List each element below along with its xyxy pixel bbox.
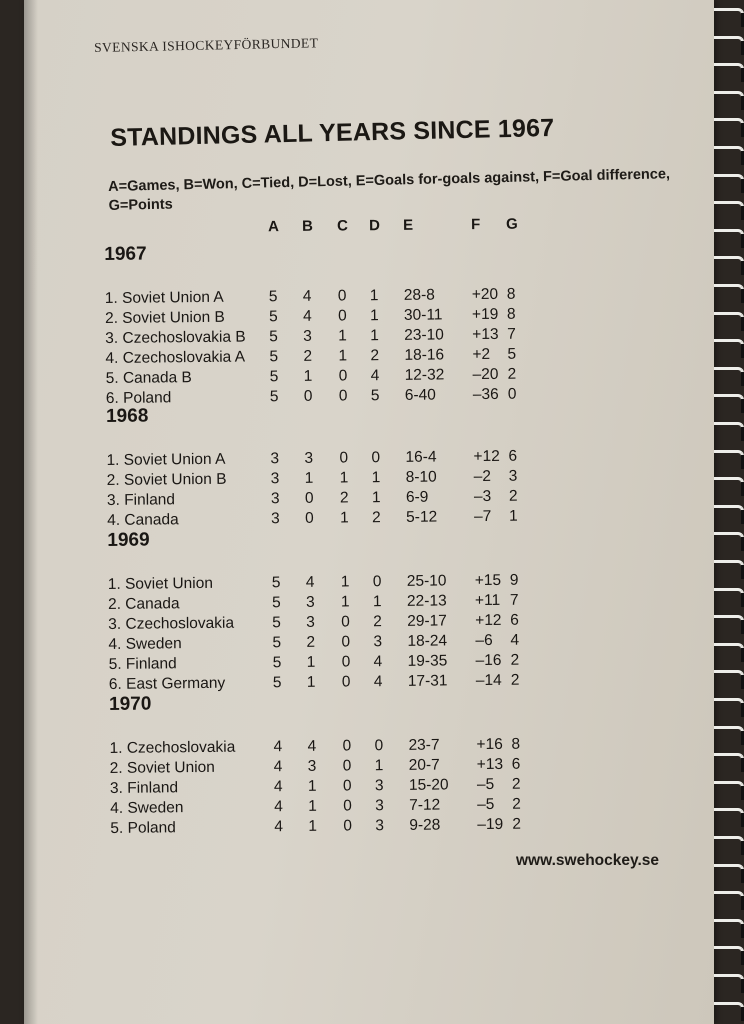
stat-cell-g: 3: [508, 467, 518, 485]
stat-cell-a: 5: [269, 328, 278, 346]
stat-cell-d: 1: [372, 593, 382, 611]
stat-cell-f: +12: [473, 447, 500, 466]
team-cell: 2. Soviet Union: [109, 758, 215, 777]
stat-cell-f: –7: [474, 507, 492, 526]
stat-cell-f: +11: [474, 591, 501, 610]
spiral-binding: [710, 0, 744, 1024]
stat-cell-d: 1: [371, 489, 381, 507]
stat-cell-g: 6: [510, 611, 519, 629]
stat-cell-g: 2: [508, 487, 518, 505]
stat-cell-e: 16-4: [405, 448, 437, 466]
stat-cell-d: 0: [371, 449, 381, 467]
team-cell: 1. Soviet Union A: [106, 450, 226, 469]
stat-cell-d: 0: [372, 573, 382, 591]
stat-cell-b: 0: [305, 509, 314, 527]
stat-cell-e: 23-7: [408, 736, 440, 754]
stat-cell-c: 0: [341, 633, 351, 651]
column-legend: A=Games, B=Won, C=Tied, D=Lost, E=Goals for-goals against, F=Goal difference, G=Points: [108, 166, 671, 214]
stat-cell-e: 18-24: [407, 632, 448, 650]
stat-cell-b: 4: [302, 287, 312, 305]
stat-cell-g: 7: [509, 591, 519, 609]
year-heading: 1970: [108, 693, 152, 715]
spiral-coil: [714, 36, 744, 45]
stat-cell-e: 25-10: [406, 572, 447, 590]
stat-cell-c: 0: [337, 307, 347, 325]
spiral-coil: [714, 891, 744, 900]
stat-cell-c: 0: [342, 757, 352, 775]
team-cell: 1. Soviet Union A: [104, 288, 224, 307]
stat-cell-e: 6-9: [405, 488, 429, 506]
stat-cell-c: 1: [340, 593, 350, 611]
stat-cell-g: 6: [508, 447, 518, 465]
stat-cell-d: 3: [373, 633, 383, 651]
stat-cell-b: 1: [306, 653, 316, 671]
stat-cell-d: 3: [375, 797, 384, 815]
stat-cell-b: 3: [304, 449, 314, 467]
spiral-coil: [714, 394, 744, 403]
stat-cell-a: 5: [272, 654, 282, 672]
stat-cell-b: 3: [303, 327, 312, 345]
stat-cell-f: +19: [471, 305, 499, 324]
stat-cell-d: 1: [369, 307, 379, 325]
stat-cell-a: 5: [268, 308, 278, 326]
stat-cell-g: 2: [510, 651, 520, 669]
stat-cell-g: 8: [506, 305, 516, 323]
spiral-coil: [714, 946, 744, 955]
stat-cell-e: 22-13: [406, 592, 447, 610]
team-cell: 2. Canada: [107, 595, 180, 613]
stat-cell-d: 2: [373, 613, 382, 631]
spiral-coil: [714, 670, 744, 679]
stat-cell-f: –16: [475, 651, 502, 670]
stat-cell-d: 3: [375, 817, 385, 835]
spiral-coil: [714, 63, 744, 72]
stat-cell-f: +16: [476, 735, 503, 754]
year-heading: 1967: [104, 243, 147, 265]
page-edge-shadow: [24, 0, 38, 1024]
stat-cell-e: 19-35: [407, 652, 448, 670]
stat-cell-g: 1: [509, 507, 518, 525]
stat-cell-b: 4: [302, 307, 312, 325]
stat-cell-g: 4: [510, 631, 520, 649]
spiral-coil: [714, 8, 744, 17]
stat-cell-a: 4: [273, 778, 283, 796]
stat-cell-e: 9-28: [409, 816, 441, 834]
stat-cell-b: 1: [308, 797, 317, 815]
stat-cell-d: 1: [370, 327, 379, 345]
team-cell: 2. Soviet Union B: [106, 470, 227, 489]
stat-cell-a: 5: [272, 674, 282, 692]
stat-cell-b: 1: [304, 469, 314, 487]
stat-cell-g: 2: [507, 365, 517, 383]
stat-cell-f: +13: [476, 755, 504, 774]
spiral-coil: [714, 477, 744, 486]
column-header-e: E: [402, 216, 414, 234]
stat-cell-e: 29-17: [407, 612, 447, 630]
team-cell: 3. Finland: [106, 491, 176, 509]
spiral-coil: [714, 256, 744, 265]
stat-cell-a: 3: [270, 490, 280, 508]
team-cell: 4. Sweden: [108, 635, 182, 653]
stat-cell-f: –2: [473, 467, 492, 486]
stat-cell-a: 5: [271, 574, 281, 592]
team-cell: 4. Canada: [107, 511, 179, 529]
spiral-coil: [714, 726, 744, 735]
stat-cell-a: 5: [272, 634, 282, 652]
stat-cell-b: 1: [308, 817, 318, 835]
team-cell: 3. Czechoslovakia B: [105, 328, 246, 347]
stat-cell-e: 18-16: [404, 346, 445, 364]
stat-cell-e: 17-31: [407, 672, 448, 690]
stat-cell-d: 4: [373, 673, 383, 691]
team-cell: 5. Finland: [108, 655, 177, 673]
spiral-coil: [714, 422, 744, 431]
team-cell: 3. Czechoslovakia: [108, 614, 235, 633]
stat-cell-f: –20: [472, 365, 499, 384]
stat-cell-b: 1: [306, 673, 316, 691]
stat-cell-d: 5: [370, 387, 380, 405]
stat-cell-a: 3: [271, 510, 280, 528]
stat-cell-b: 2: [306, 633, 316, 651]
stat-cell-a: 4: [274, 818, 284, 836]
stat-cell-f: +13: [472, 325, 499, 344]
stat-cell-f: +15: [474, 571, 502, 590]
stat-cell-c: 2: [339, 489, 349, 507]
spiral-coil: [714, 974, 744, 983]
column-header-d: D: [368, 217, 381, 235]
spiral-coil: [714, 229, 744, 238]
stat-cell-e: 5-12: [406, 508, 438, 526]
year-heading: 1969: [107, 529, 150, 551]
column-header-c: C: [336, 217, 349, 235]
stat-cell-f: –36: [472, 385, 499, 404]
stat-cell-b: 3: [305, 593, 315, 611]
stat-cell-c: 1: [340, 509, 349, 527]
stat-cell-g: 2: [510, 671, 520, 689]
stat-cell-g: 6: [511, 755, 521, 773]
stat-cell-a: 3: [270, 470, 280, 488]
page-title: STANDINGS ALL YEARS SINCE 1967: [110, 113, 555, 152]
stat-cell-g: 9: [509, 571, 519, 589]
stat-cell-f: –6: [475, 631, 493, 650]
stat-cell-d: 1: [369, 287, 379, 305]
stat-cell-c: 0: [343, 797, 352, 815]
spiral-coil: [714, 615, 744, 624]
stat-cell-c: 0: [339, 449, 349, 467]
stat-cell-c: 0: [338, 367, 348, 385]
spiral-coil: [714, 781, 744, 790]
stat-cell-c: 0: [338, 387, 348, 405]
team-cell: 3. Finland: [109, 779, 179, 797]
team-cell: 1. Czechoslovakia: [109, 738, 236, 757]
stat-cell-b: 3: [306, 613, 315, 631]
stat-cell-c: 0: [341, 653, 351, 671]
stat-cell-c: 0: [342, 777, 352, 795]
stat-cell-e: 23-10: [404, 326, 444, 344]
spiral-coil: [714, 146, 744, 155]
stat-cell-c: 0: [343, 817, 353, 835]
website-url: www.swehockey.se: [516, 852, 660, 869]
spiral-coil: [714, 698, 744, 707]
spiral-coil: [714, 339, 744, 348]
team-cell: 5. Canada B: [105, 369, 192, 387]
spiral-coil: [714, 284, 744, 293]
spiral-coil: [714, 118, 744, 127]
stat-cell-f: +12: [475, 611, 502, 630]
stat-cell-g: 8: [506, 285, 516, 303]
spiral-coil: [714, 560, 744, 569]
stat-cell-g: 7: [507, 325, 516, 343]
stat-cell-a: 4: [273, 758, 283, 776]
stat-cell-e: 15-20: [408, 776, 449, 794]
spiral-coil: [714, 91, 744, 100]
spiral-coil: [714, 367, 744, 376]
spiral-coil: [714, 532, 744, 541]
stat-cell-c: 1: [340, 573, 350, 591]
stat-cell-f: –5: [477, 795, 495, 814]
spiral-coil: [714, 864, 744, 873]
stat-cell-b: 0: [304, 489, 314, 507]
spiral-coil: [714, 174, 744, 183]
stat-cell-d: 4: [373, 653, 383, 671]
stat-cell-a: 5: [271, 594, 281, 612]
team-cell: 2. Soviet Union B: [104, 308, 225, 327]
stat-cell-a: 5: [269, 348, 279, 366]
stat-cell-a: 3: [270, 450, 280, 468]
stat-cell-a: 5: [269, 388, 279, 406]
stat-cell-g: 2: [511, 775, 521, 793]
stat-cell-c: 1: [338, 327, 347, 345]
stat-cell-d: 2: [370, 347, 380, 365]
stat-cell-c: 1: [339, 469, 349, 487]
stat-cell-f: –14: [475, 671, 502, 690]
spiral-coil: [714, 201, 744, 210]
team-cell: 5. Poland: [110, 819, 176, 837]
spiral-coil: [714, 836, 744, 845]
spiral-coil: [714, 588, 744, 597]
stat-cell-b: 4: [307, 737, 317, 755]
column-header-g: G: [505, 215, 518, 233]
stat-cell-d: 0: [374, 737, 384, 755]
stat-cell-e: 8-10: [405, 468, 437, 486]
team-cell: 4. Czechoslovakia A: [105, 348, 246, 367]
stat-cell-d: 1: [371, 469, 381, 487]
stat-cell-f: –3: [473, 487, 492, 506]
stat-cell-d: 3: [374, 777, 384, 795]
stat-cell-f: +2: [472, 345, 491, 364]
stat-cell-b: 1: [307, 777, 317, 795]
stat-cell-e: 28-8: [403, 286, 435, 304]
spiral-coil: [714, 505, 744, 514]
stat-cell-b: 0: [303, 387, 313, 405]
stat-cell-c: 0: [341, 673, 351, 691]
stat-cell-d: 2: [372, 509, 381, 527]
stat-cell-g: 8: [511, 735, 521, 753]
stat-cell-b: 1: [303, 367, 313, 385]
stat-cell-g: 2: [512, 795, 521, 813]
stat-cell-c: 1: [338, 347, 348, 365]
page-header: SVENSKA ISHOCKEYFÖRBUNDET: [94, 35, 319, 55]
spiral-coil: [714, 919, 744, 928]
spiral-coil: [714, 753, 744, 762]
stat-cell-a: 5: [269, 368, 279, 386]
stat-cell-b: 2: [303, 347, 313, 365]
stat-cell-d: 4: [370, 367, 380, 385]
stat-cell-b: 3: [307, 757, 317, 775]
team-cell: 4. Sweden: [110, 799, 184, 817]
stat-cell-e: 20-7: [408, 756, 440, 774]
stat-cell-e: 6-40: [404, 386, 436, 404]
stat-cell-e: 7-12: [409, 796, 441, 814]
team-cell: 6. Poland: [105, 389, 172, 407]
stat-cell-d: 1: [374, 757, 384, 775]
stat-cell-e: 12-32: [404, 366, 445, 384]
spiral-coil: [714, 643, 744, 652]
stat-cell-g: 2: [512, 815, 522, 833]
column-header-a: A: [267, 218, 280, 236]
spiral-coil: [714, 808, 744, 817]
spiral-coil: [714, 312, 744, 321]
stat-cell-a: 5: [268, 288, 278, 306]
stat-cell-a: 4: [274, 798, 283, 816]
stat-cell-a: 5: [272, 614, 281, 632]
stat-cell-c: 0: [337, 287, 347, 305]
stat-cell-f: –19: [477, 815, 504, 834]
stat-cell-b: 4: [305, 573, 315, 591]
team-cell: 6. East Germany: [108, 674, 226, 693]
stat-cell-f: +20: [471, 285, 499, 304]
stat-cell-f: –5: [476, 775, 495, 794]
stat-cell-c: 0: [341, 613, 350, 631]
stat-cell-c: 0: [342, 737, 352, 755]
spiral-coil: [714, 1002, 744, 1011]
stat-cell-a: 4: [273, 738, 283, 756]
column-header-f: F: [470, 216, 481, 234]
stat-cell-e: 30-11: [403, 306, 443, 324]
column-header-b: B: [301, 217, 314, 235]
stat-cell-g: 0: [507, 385, 517, 403]
spiral-coil: [714, 450, 744, 459]
stat-cell-g: 5: [507, 345, 517, 363]
year-heading: 1968: [105, 405, 149, 427]
team-cell: 1. Soviet Union: [107, 574, 214, 593]
